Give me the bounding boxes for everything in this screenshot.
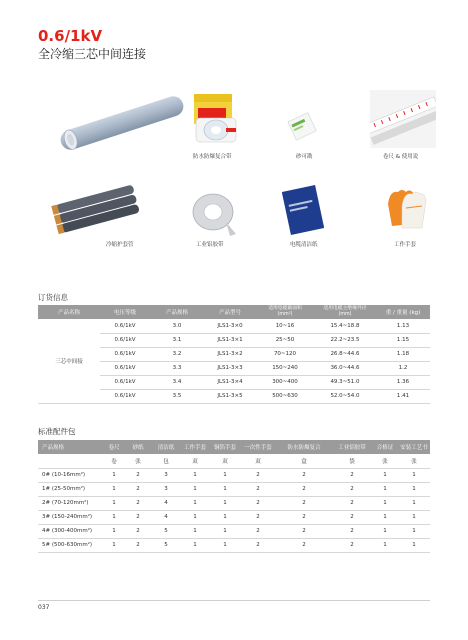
parts-cell: 1 — [372, 468, 398, 482]
parts-cell: 2 — [332, 510, 372, 524]
parts-cell: 1 — [210, 510, 240, 524]
parts-header-row — [38, 440, 430, 454]
parts-header-cell: 防水防爆复合 — [276, 440, 332, 454]
parts-cell: 1 — [104, 510, 124, 524]
parts-unit-cell: 张 — [372, 454, 398, 468]
parts-cell: 2 — [276, 482, 332, 496]
parts-cell: 1# (25-50mm²) — [38, 482, 104, 496]
parts-kit-title: 标准配件包 — [38, 427, 76, 436]
order-info-title: 订货信息 — [38, 293, 68, 302]
parts-row — [38, 510, 430, 524]
order-cell: JLS1-3×2 — [204, 347, 256, 361]
parts-cell: 3 — [152, 468, 180, 482]
parts-cell: 2# (70-120mm²) — [38, 496, 104, 510]
header-cell: 产品型号 — [204, 305, 256, 319]
parts-cell: 2 — [124, 510, 152, 524]
parts-header-cell: 工作手套 — [180, 440, 210, 454]
product-name-cell: 三芯中间接 — [38, 319, 100, 403]
parts-row — [38, 538, 430, 552]
parts-cell: 2 — [124, 538, 152, 552]
caption-cleaning-wipe: 电缆清洁纸 — [290, 242, 318, 248]
header-cell: 产品名称 — [38, 305, 100, 319]
parts-row — [38, 468, 430, 482]
parts-unit-cell: 张 — [124, 454, 152, 468]
parts-cell: 1 — [104, 524, 124, 538]
parts-cell: 2 — [240, 510, 276, 524]
parts-cell: 2 — [276, 524, 332, 538]
parts-cell: 1 — [210, 524, 240, 538]
parts-cell: 1 — [210, 468, 240, 482]
order-cell: 3.1 — [150, 333, 204, 347]
caption-work-gloves: 工作手套 — [394, 242, 417, 248]
parts-unit-cell: 袋 — [332, 454, 372, 468]
parts-header-cell: 工业铝胶带 — [332, 440, 372, 454]
parts-cell: 2 — [240, 496, 276, 510]
order-info-table — [38, 305, 430, 404]
parts-header-cell: 产品规格 — [38, 440, 104, 454]
order-cell: JLS1-3×1 — [204, 333, 256, 347]
order-cell: 70~120 — [256, 347, 314, 361]
parts-cell: 1 — [104, 496, 124, 510]
work-gloves-image — [378, 184, 436, 236]
caption-waterproof-tape: 防水防爆复合带 — [193, 154, 232, 160]
parts-unit-cell — [38, 454, 104, 468]
order-cell: 1.13 — [376, 319, 430, 333]
parts-cell: 1 — [210, 538, 240, 552]
parts-cell: 2 — [240, 468, 276, 482]
header-cell-text: 适用电缆主绝缘外径 (mm) — [323, 306, 367, 317]
parts-cell: 1 — [398, 482, 430, 496]
order-cell: 1.15 — [376, 333, 430, 347]
parts-cell: 1 — [372, 538, 398, 552]
header-cell — [314, 305, 376, 319]
parts-unit-cell: 双 — [210, 454, 240, 468]
header-cell: 重 / 重量 (kg) — [376, 305, 430, 319]
parts-cell: 2 — [332, 496, 372, 510]
order-cell: JLS1-3×3 — [204, 361, 256, 375]
parts-cell: 1 — [398, 524, 430, 538]
parts-cell: 2 — [124, 468, 152, 482]
parts-unit-cell: 包 — [152, 454, 180, 468]
order-cell: 49.3~51.0 — [314, 375, 376, 389]
parts-cell: 2 — [240, 524, 276, 538]
parts-cell: 2 — [124, 482, 152, 496]
order-cell: 1.41 — [376, 389, 430, 403]
order-cell: 1.18 — [376, 347, 430, 361]
parts-cell: 1 — [398, 496, 430, 510]
order-cell: 3.4 — [150, 375, 204, 389]
header-cell — [256, 305, 314, 319]
order-cell: 0.6/1kV — [100, 333, 150, 347]
cold-shrink-sleeve-image — [40, 185, 150, 237]
order-cell: 0.6/1kV — [100, 319, 150, 333]
order-cell: 300~400 — [256, 375, 314, 389]
parts-cell: 1 — [104, 482, 124, 496]
order-cell: 15.4~18.8 — [314, 319, 376, 333]
parts-cell: 1 — [398, 510, 430, 524]
cleaning-wipe-image — [282, 184, 324, 236]
parts-cell: 2 — [124, 524, 152, 538]
parts-cell: 4# (300-400mm²) — [38, 524, 104, 538]
footer-divider — [38, 600, 430, 601]
caption-cold-shrink-sleeve: 冷缩护套管 — [106, 242, 134, 248]
parts-cell: 1 — [398, 468, 430, 482]
order-cell: 25~50 — [256, 333, 314, 347]
caption-silicone-grease: 砂可勘 — [296, 154, 313, 160]
parts-cell: 0# (10-16mm²) — [38, 468, 104, 482]
order-header-row — [38, 305, 430, 319]
parts-cell: 5 — [152, 538, 180, 552]
order-cell: 26.8~44.6 — [314, 347, 376, 361]
aluminum-tape-image — [186, 182, 240, 238]
parts-unit-row — [38, 454, 430, 468]
parts-cell: 1 — [104, 538, 124, 552]
caption-tape-measure: 卷尺 & 使用说 — [383, 154, 419, 160]
order-cell: JLS1-3×5 — [204, 389, 256, 403]
caption-aluminum-tape: 工业铝胶带 — [196, 242, 224, 248]
parts-cell: 4 — [152, 496, 180, 510]
header-cell: 产品规格 — [150, 305, 204, 319]
parts-cell: 1 — [180, 538, 210, 552]
parts-cell: 1 — [372, 510, 398, 524]
parts-unit-cell: 盒 — [276, 454, 332, 468]
parts-unit-cell: 张 — [398, 454, 430, 468]
parts-cell: 2 — [332, 524, 372, 538]
parts-cell: 2 — [240, 538, 276, 552]
parts-unit-cell: 双 — [180, 454, 210, 468]
order-cell: 3.2 — [150, 347, 204, 361]
parts-cell: 1 — [180, 524, 210, 538]
parts-header-cell: 一次性手套 — [240, 440, 276, 454]
parts-cell: 2 — [240, 482, 276, 496]
parts-cell: 2 — [276, 468, 332, 482]
waterproof-tape-image — [188, 88, 240, 148]
parts-row — [38, 524, 430, 538]
parts-unit-cell: 卷 — [104, 454, 124, 468]
voltage-title: 0.6/1kV — [38, 27, 103, 45]
parts-cell: 2 — [124, 496, 152, 510]
parts-cell: 2 — [332, 482, 372, 496]
parts-cell: 1 — [372, 496, 398, 510]
header-cell-text: 适用电缆截面积 (mm²) — [268, 306, 302, 317]
order-cell: 0.6/1kV — [100, 361, 150, 375]
parts-cell: 1 — [180, 496, 210, 510]
parts-header-cell: 卷尺 — [104, 440, 124, 454]
parts-cell: 1 — [180, 468, 210, 482]
parts-cell: 1 — [398, 538, 430, 552]
order-cell: 3.0 — [150, 319, 204, 333]
order-cell: 1.2 — [376, 361, 430, 375]
parts-unit-cell: 双 — [240, 454, 276, 468]
order-row — [38, 319, 430, 333]
order-cell: 0.6/1kV — [100, 375, 150, 389]
parts-header-cell: 清洁纸 — [152, 440, 180, 454]
parts-cell: 1 — [180, 510, 210, 524]
page-header — [38, 28, 146, 62]
parts-cell: 4 — [152, 510, 180, 524]
parts-header-cell: 铜箔手套 — [210, 440, 240, 454]
parts-row — [38, 482, 430, 496]
order-cell: JLS1-3×0 — [204, 319, 256, 333]
parts-header-cell: 安装工艺书 — [398, 440, 430, 454]
parts-cell: 5 — [152, 524, 180, 538]
parts-cell: 5# (500-630mm²) — [38, 538, 104, 552]
parts-cell: 1 — [210, 496, 240, 510]
parts-cell: 3# (150-240mm²) — [38, 510, 104, 524]
parts-cell: 1 — [372, 524, 398, 538]
silicone-grease-image — [283, 108, 323, 144]
order-cell: 52.0~54.0 — [314, 389, 376, 403]
order-cell: JLS1-3×4 — [204, 375, 256, 389]
order-cell: 1.36 — [376, 375, 430, 389]
tape-measure-image — [370, 90, 436, 148]
parts-cell: 2 — [276, 510, 332, 524]
parts-cell: 1 — [104, 468, 124, 482]
page-number: 037 — [38, 604, 50, 611]
parts-cell: 2 — [276, 538, 332, 552]
parts-kit-table — [38, 440, 430, 553]
order-cell: 150~240 — [256, 361, 314, 375]
order-cell: 500~630 — [256, 389, 314, 403]
parts-cell: 3 — [152, 482, 180, 496]
parts-header-cell: 砂纸 — [124, 440, 152, 454]
order-cell: 22.2~23.5 — [314, 333, 376, 347]
parts-cell: 2 — [332, 468, 372, 482]
order-cell: 3.5 — [150, 389, 204, 403]
parts-row — [38, 496, 430, 510]
header-cell: 电压等级 — [100, 305, 150, 319]
order-cell: 36.0~44.6 — [314, 361, 376, 375]
parts-header-cell: 合格证 — [372, 440, 398, 454]
order-cell: 0.6/1kV — [100, 389, 150, 403]
order-cell: 10~16 — [256, 319, 314, 333]
order-cell: 0.6/1kV — [100, 347, 150, 361]
parts-cell: 1 — [372, 482, 398, 496]
order-cell: 3.3 — [150, 361, 204, 375]
cold-shrink-tube-image — [52, 95, 192, 150]
page-title: 全冷缩三芯中间连接 — [38, 47, 147, 61]
parts-cell: 1 — [210, 482, 240, 496]
parts-cell: 2 — [276, 496, 332, 510]
parts-cell: 2 — [332, 538, 372, 552]
parts-cell: 1 — [180, 482, 210, 496]
